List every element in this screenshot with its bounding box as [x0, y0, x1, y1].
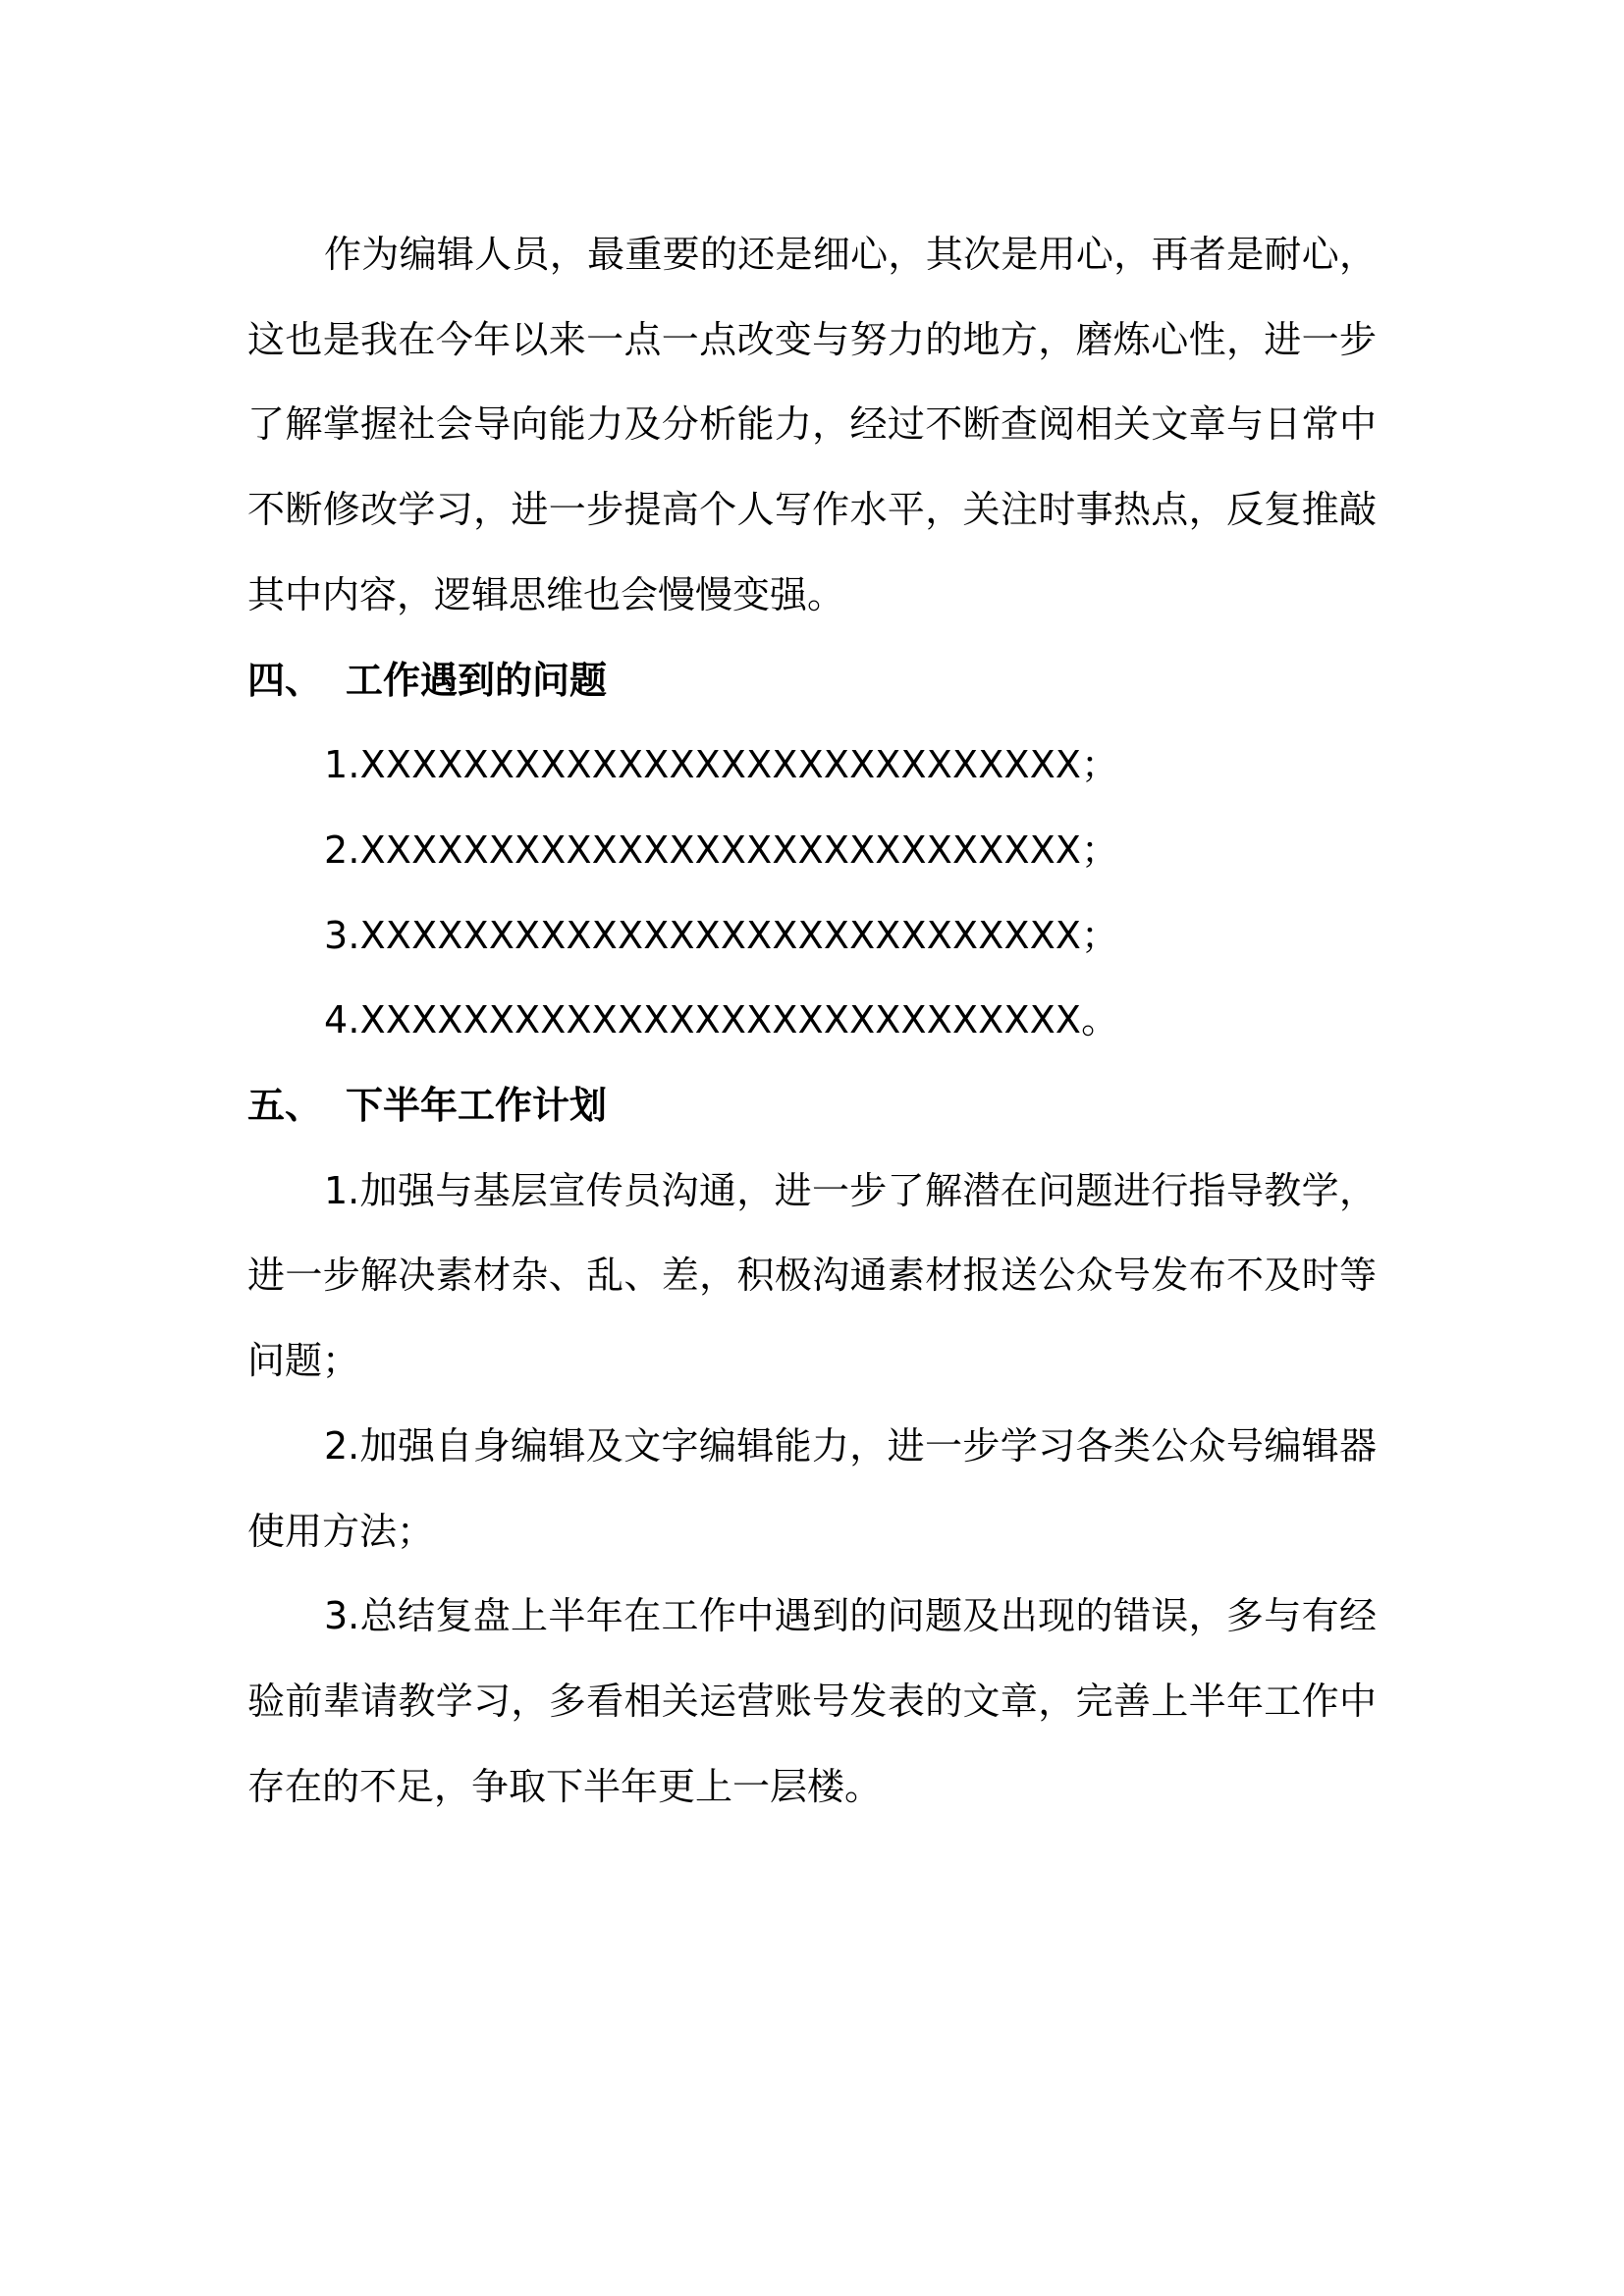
section-heading-problems: [247, 638, 1377, 723]
problem-item-3: 3.XXXXXXXXXXXXXXXXXXXXXXXXXXXX；: [324, 913, 1119, 957]
problem-item-4: 4.XXXXXXXXXXXXXXXXXXXXXXXXXXXX。: [324, 998, 1119, 1042]
document-page: [247, 212, 1377, 1829]
section-number: 四、: [247, 658, 323, 702]
section-heading-plan: [247, 1063, 1377, 1148]
intro-paragraph: 作为编辑人员，最重要的还是细心，其次是用心，再者是耐心，这也是我在今年以来一点一点改变与努力的地方，磨炼心性，进一步了解掌握社会导向能力及分析能力，经过不断查阅相关文章与日常中不断修改学习，进一步提高个人写作水平，关注时事热点，反复推敲其中内容，逻辑思维也会慢慢变强。: [247, 233, 1377, 616]
problem-item-1: 1.XXXXXXXXXXXXXXXXXXXXXXXXXXXX；: [324, 743, 1119, 787]
problem-item-2: 2.XXXXXXXXXXXXXXXXXXXXXXXXXXXX；: [324, 828, 1119, 872]
plan-item-3: 3.总结复盘上半年在工作中遇到的问题及出现的错误，多与有经验前辈请教学习，多看相关运营账号发表的文章，完善上半年工作中存在的不足，争取下半年更上一层楼。: [247, 1594, 1377, 1808]
section-title: 工作遇到的问题: [346, 658, 608, 702]
plan-item-1: 1.加强与基层宣传员沟通，进一步了解潜在问题进行指导教学，进一步解决素材杂、乱、差，积极沟通素材报送公众号发布不及时等问题；: [247, 1168, 1377, 1383]
section-title: 下半年工作计划: [346, 1084, 608, 1128]
plan-item-2: 2.加强自身编辑及文字编辑能力，进一步学习各类公众号编辑器使用方法；: [247, 1423, 1377, 1553]
section-number: 五、: [247, 1084, 323, 1128]
